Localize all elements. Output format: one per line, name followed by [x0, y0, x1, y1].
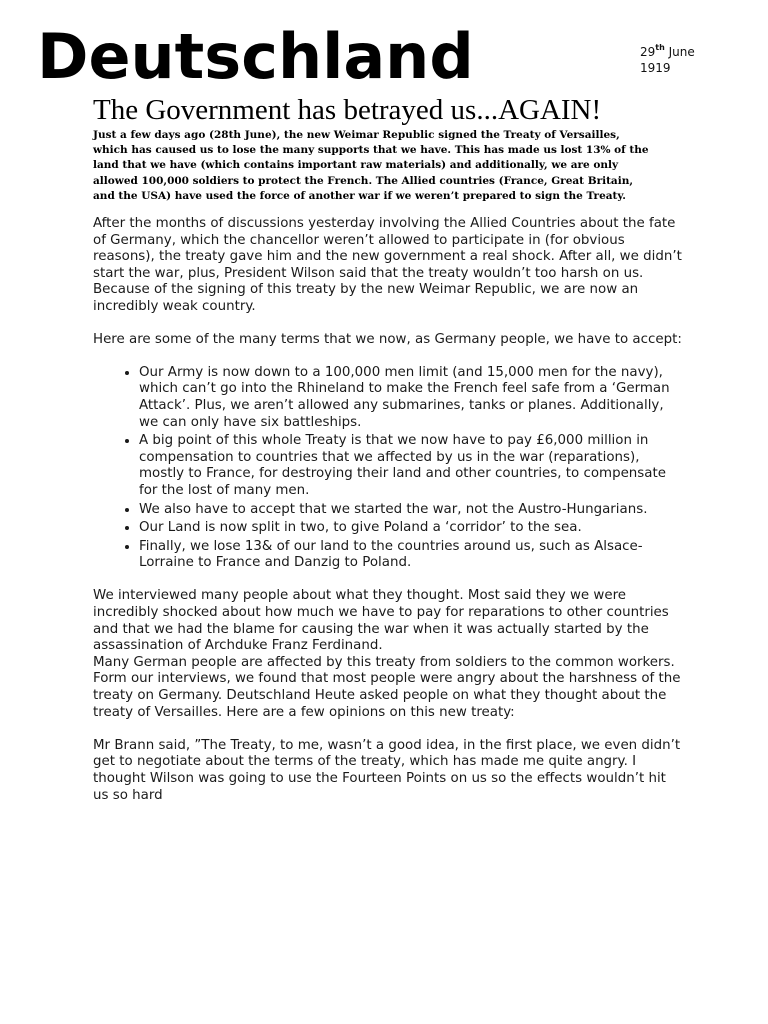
list-item: • Finally, we lose 13& of our land to the countries around us, such as Alsace-Lorraine to France and Danzig to Poland.	[139, 539, 683, 572]
intro-paragraph: After the months of discussions yesterday involving the Allied Countries about the fate of Germany, which the chancellor weren’t allowed to participate in (for obvious reasons), the treaty gave him and the new government a real shock. After all, we didn’t start the war, plus, President Wilson said that the treaty wouldn’t too harsh on us. Because of the signing of this treaty by the new Weimar Republic, we are now an incredibly weak country.	[93, 216, 682, 314]
article-headline: The Government has betrayed us...AGAIN!	[93, 94, 602, 126]
date-month: June	[668, 45, 695, 59]
terms-intro-paragraph: Here are some of the many terms that we now, as Germany people, we have to accept:	[93, 332, 682, 348]
masthead-title: Deutschland	[37, 20, 474, 93]
date-suffix: th	[655, 43, 665, 52]
article-body	[93, 216, 683, 821]
opinions-paragraph: Many German people are affected by this treaty from soldiers to the common workers. Form our interviews, we found that most people were angry about the harshness of the treaty on Germany. Deutschland Heute asked people on what they thought about the treaty of Versailles. Here are a few opinions on this new treaty:	[93, 654, 681, 720]
treaty-terms-list	[93, 365, 683, 572]
date-year: 1919	[640, 61, 671, 75]
list-item: • Our Army is now down to a 100,000 men limit (and 15,000 men for the navy), which can’t go into the Rhineland to make the French feel safe from a ‘German Attack’. Plus, we aren’t allowed any submarines, tanks or planes. Additionally, we can only have six battleships.	[139, 365, 683, 431]
list-item: • A big point of this whole Treaty is that we now have to pay £6,000 million in compensation to countries that we affected by us in the war (reparations), mostly to France, for destroying their land and other countries, to compensate for the lost of many men.	[139, 433, 683, 499]
interviews-paragraph: We interviewed many people about what they thought. Most said they we were incredibly shocked about how much we have to pay for reparations to other countries and that we had the blame for causing the war when it was actually started by the assassination of Archduke Franz Ferdinand.	[93, 588, 669, 654]
quote-paragraph: Mr Brann said, ”The Treaty, to me, wasn’t a good idea, in the first place, we even didn’t get to negotiate about the terms of the treaty, which has made me quite angry. I thought Wilson was going to use the Fourteen Points on us so the effects wouldn’t hit us so hard	[93, 737, 681, 803]
list-item: • We also have to accept that we started the war, not the Austro-Hungarians.	[139, 502, 683, 519]
list-item: • Our Land is now split in two, to give Poland a ‘corridor’ to the sea.	[139, 520, 683, 537]
article-standfirst: Just a few days ago (28th June), the new Weimar Republic signed the Treaty of Versailles, which has caused us to lose the many supports that we have. This has made us lost 13% of the land that we have (which contains important raw materials) and additionally, we are only allowed 100,000 soldiers to protect the French. The Allied countries (France, Great Britain, and the USA) have used the force of another war if we weren’t prepared to sign the Treaty.	[93, 129, 649, 202]
issue-date	[640, 44, 695, 76]
date-day: 29	[640, 45, 656, 59]
